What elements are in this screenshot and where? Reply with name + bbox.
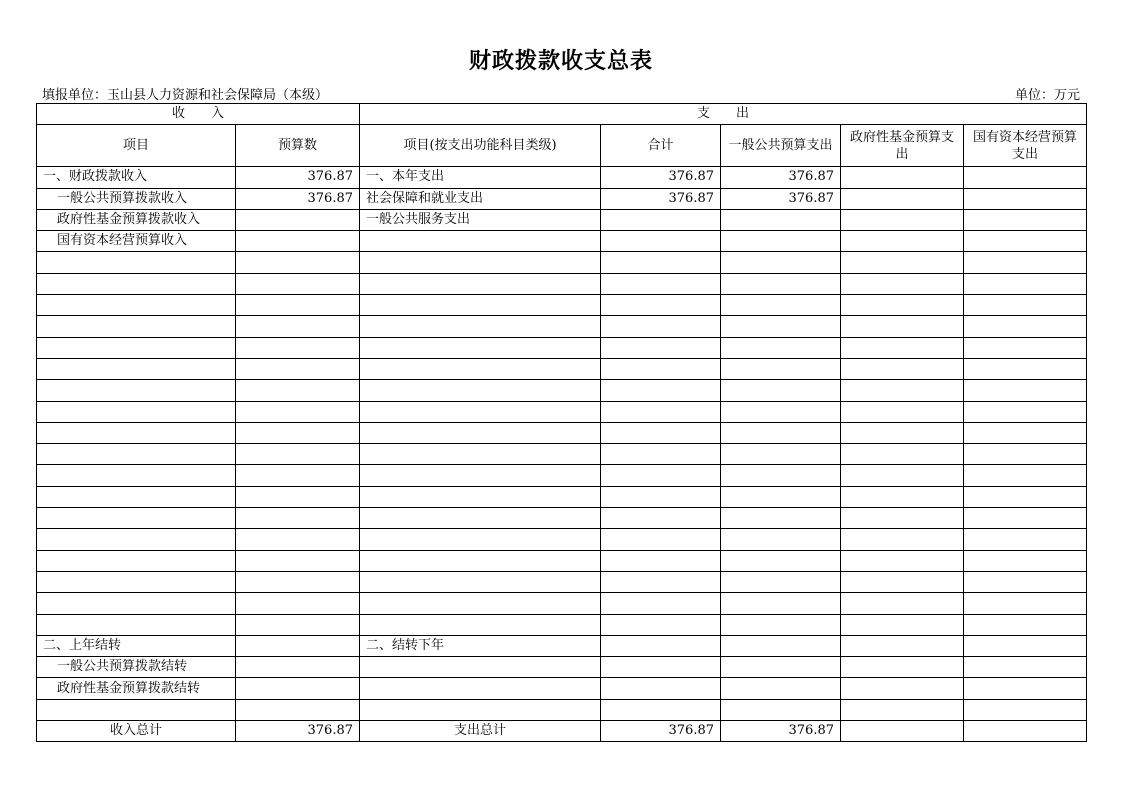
cell-general-budget [721, 699, 841, 720]
table-row [37, 614, 1087, 635]
cell-total [601, 316, 721, 337]
reporting-unit: 填报单位：玉山县人力资源和社会保障局（本级） [42, 88, 329, 103]
cell-capital-budget [964, 231, 1087, 252]
cell-general-budget [721, 678, 841, 699]
cell-total [601, 252, 721, 273]
cell-expense-item [360, 657, 601, 678]
cell-capital-budget [964, 465, 1087, 486]
table-row [37, 231, 1087, 252]
table-row [37, 508, 1087, 529]
cell-income-item [37, 358, 236, 379]
cell-expense-item [360, 593, 601, 614]
cell-fund-budget [841, 678, 964, 699]
cell-budget-amount [236, 699, 360, 720]
expense-section-header: 支 出 [360, 104, 1087, 125]
cell-fund-budget [841, 465, 964, 486]
table-row [37, 593, 1087, 614]
currency-unit: 单位：万元 [1014, 88, 1080, 103]
header-row-columns [37, 125, 1087, 167]
cell-income-item [37, 252, 236, 273]
cell-income-item [37, 337, 236, 358]
cell-capital-budget [964, 295, 1087, 316]
cell-expense-item [360, 571, 601, 592]
total-budget-amount: 376.87 [236, 721, 360, 742]
cell-total [601, 337, 721, 358]
cell-income-item: 政府性基金预算拨款收入 [37, 209, 236, 230]
cell-budget-amount [236, 401, 360, 422]
cell-general-budget [721, 593, 841, 614]
budget-table [36, 103, 1087, 742]
table-row [37, 699, 1087, 720]
cell-budget-amount [236, 550, 360, 571]
cell-expense-item [360, 401, 601, 422]
cell-expense-item: 社会保障和就业支出 [360, 188, 601, 209]
cell-fund-budget [841, 401, 964, 422]
cell-budget-amount [236, 337, 360, 358]
cell-capital-budget [964, 529, 1087, 550]
table-row [37, 380, 1087, 401]
cell-general-budget: 376.87 [721, 167, 841, 188]
cell-general-budget [721, 380, 841, 401]
table-row [37, 295, 1087, 316]
table-row [37, 465, 1087, 486]
cell-capital-budget [964, 273, 1087, 294]
total-general-budget: 376.87 [721, 721, 841, 742]
cell-expense-item: 二、结转下年 [360, 635, 601, 656]
cell-expense-item [360, 678, 601, 699]
table-row [37, 188, 1087, 209]
cell-fund-budget [841, 422, 964, 443]
cell-fund-budget [841, 316, 964, 337]
cell-budget-amount [236, 231, 360, 252]
cell-total [601, 444, 721, 465]
header-row-sections [37, 104, 1087, 125]
cell-general-budget [721, 486, 841, 507]
cell-fund-budget [841, 444, 964, 465]
cell-total [601, 635, 721, 656]
cell-budget-amount [236, 422, 360, 443]
cell-capital-budget [964, 486, 1087, 507]
cell-general-budget [721, 337, 841, 358]
cell-budget-amount [236, 252, 360, 273]
table-row [37, 529, 1087, 550]
cell-fund-budget [841, 231, 964, 252]
total-income-item: 收入总计 [37, 721, 236, 742]
table-row [37, 358, 1087, 379]
cell-capital-budget [964, 635, 1087, 656]
cell-total [601, 657, 721, 678]
cell-total [601, 593, 721, 614]
cell-capital-budget [964, 337, 1087, 358]
cell-income-item: 国有资本经营预算收入 [37, 231, 236, 252]
cell-capital-budget [964, 550, 1087, 571]
col-header-income-item: 项目 [37, 125, 236, 167]
table-row [37, 444, 1087, 465]
cell-budget-amount [236, 444, 360, 465]
cell-fund-budget [841, 188, 964, 209]
cell-general-budget [721, 529, 841, 550]
cell-capital-budget [964, 593, 1087, 614]
cell-budget-amount [236, 529, 360, 550]
cell-total: 376.87 [601, 188, 721, 209]
cell-expense-item [360, 508, 601, 529]
cell-fund-budget [841, 593, 964, 614]
cell-capital-budget [964, 614, 1087, 635]
cell-income-item [37, 380, 236, 401]
cell-total [601, 273, 721, 294]
cell-expense-item [360, 295, 601, 316]
col-header-total: 合计 [601, 125, 721, 167]
cell-capital-budget [964, 209, 1087, 230]
cell-total [601, 486, 721, 507]
cell-total [601, 550, 721, 571]
table-row [37, 167, 1087, 188]
table-row [37, 422, 1087, 443]
cell-general-budget [721, 295, 841, 316]
cell-budget-amount [236, 508, 360, 529]
table-row [37, 209, 1087, 230]
total-fund-budget [841, 721, 964, 742]
cell-fund-budget [841, 380, 964, 401]
total-total: 376.87 [601, 721, 721, 742]
table-row [37, 550, 1087, 571]
cell-budget-amount [236, 571, 360, 592]
cell-general-budget [721, 614, 841, 635]
cell-fund-budget [841, 337, 964, 358]
cell-budget-amount [236, 593, 360, 614]
cell-general-budget [721, 358, 841, 379]
cell-expense-item [360, 614, 601, 635]
cell-total [601, 699, 721, 720]
cell-general-budget [721, 571, 841, 592]
cell-fund-budget [841, 657, 964, 678]
cell-income-item [37, 550, 236, 571]
table-row [37, 486, 1087, 507]
cell-fund-budget [841, 486, 964, 507]
cell-total [601, 571, 721, 592]
cell-total: 376.87 [601, 167, 721, 188]
cell-income-item [37, 486, 236, 507]
cell-income-item [37, 699, 236, 720]
cell-income-item [37, 273, 236, 294]
cell-capital-budget [964, 358, 1087, 379]
table-row [37, 337, 1087, 358]
cell-expense-item [360, 252, 601, 273]
cell-budget-amount [236, 614, 360, 635]
cell-expense-item [360, 486, 601, 507]
cell-fund-budget [841, 358, 964, 379]
col-header-capital-budget: 国有资本经营预算支出 [964, 125, 1087, 167]
cell-general-budget [721, 657, 841, 678]
cell-fund-budget [841, 273, 964, 294]
cell-income-item [37, 571, 236, 592]
cell-total [601, 209, 721, 230]
cell-general-budget [721, 550, 841, 571]
cell-general-budget [721, 422, 841, 443]
cell-income-item: 政府性基金预算拨款结转 [37, 678, 236, 699]
table-row [37, 316, 1087, 337]
col-header-expense-item: 项目(按支出功能科目类级) [360, 125, 601, 167]
cell-income-item [37, 593, 236, 614]
cell-income-item: 一般公共预算拨款结转 [37, 657, 236, 678]
cell-expense-item [360, 422, 601, 443]
cell-expense-item [360, 231, 601, 252]
cell-total [601, 295, 721, 316]
cell-expense-item [360, 380, 601, 401]
cell-budget-amount [236, 316, 360, 337]
cell-total [601, 401, 721, 422]
cell-budget-amount [236, 678, 360, 699]
total-capital-budget [964, 721, 1087, 742]
cell-general-budget [721, 252, 841, 273]
cell-general-budget [721, 273, 841, 294]
table-row [37, 678, 1087, 699]
cell-fund-budget [841, 571, 964, 592]
cell-capital-budget [964, 444, 1087, 465]
cell-total [601, 678, 721, 699]
cell-income-item: 一般公共预算拨款收入 [37, 188, 236, 209]
cell-income-item [37, 295, 236, 316]
cell-income-item: 一、财政拨款收入 [37, 167, 236, 188]
cell-budget-amount [236, 295, 360, 316]
cell-expense-item [360, 316, 601, 337]
cell-expense-item [360, 529, 601, 550]
cell-expense-item [360, 465, 601, 486]
cell-capital-budget [964, 401, 1087, 422]
totals-row [37, 721, 1087, 742]
cell-budget-amount [236, 486, 360, 507]
cell-budget-amount: 376.87 [236, 167, 360, 188]
cell-fund-budget [841, 252, 964, 273]
cell-expense-item [360, 699, 601, 720]
table-row [37, 635, 1087, 656]
cell-income-item [37, 444, 236, 465]
cell-total [601, 529, 721, 550]
report-title: 财政拨款收支总表 [468, 48, 653, 74]
cell-general-budget [721, 316, 841, 337]
cell-total [601, 614, 721, 635]
cell-general-budget [721, 209, 841, 230]
cell-income-item [37, 508, 236, 529]
cell-expense-item: 一般公共服务支出 [360, 209, 601, 230]
cell-budget-amount [236, 358, 360, 379]
income-section-header: 收 入 [37, 104, 360, 125]
cell-fund-budget [841, 614, 964, 635]
cell-general-budget [721, 231, 841, 252]
cell-budget-amount [236, 209, 360, 230]
col-header-budget-amount: 预算数 [236, 125, 360, 167]
cell-budget-amount [236, 635, 360, 656]
cell-budget-amount [236, 657, 360, 678]
cell-expense-item [360, 550, 601, 571]
cell-general-budget [721, 401, 841, 422]
cell-expense-item [360, 358, 601, 379]
cell-capital-budget [964, 316, 1087, 337]
cell-general-budget [721, 635, 841, 656]
cell-fund-budget [841, 167, 964, 188]
cell-capital-budget [964, 699, 1087, 720]
cell-income-item [37, 401, 236, 422]
cell-total [601, 380, 721, 401]
cell-income-item [37, 529, 236, 550]
col-header-general-budget: 一般公共预算支出 [721, 125, 841, 167]
cell-budget-amount [236, 465, 360, 486]
col-header-fund-budget: 政府性基金预算支出 [841, 125, 964, 167]
cell-general-budget [721, 508, 841, 529]
cell-capital-budget [964, 188, 1087, 209]
cell-budget-amount [236, 273, 360, 294]
cell-fund-budget [841, 295, 964, 316]
cell-income-item [37, 614, 236, 635]
cell-capital-budget [964, 380, 1087, 401]
cell-budget-amount [236, 380, 360, 401]
total-expense-item: 支出总计 [360, 721, 601, 742]
cell-income-item: 二、上年结转 [37, 635, 236, 656]
cell-expense-item [360, 444, 601, 465]
table-row [37, 273, 1087, 294]
table-row [37, 252, 1087, 273]
cell-capital-budget [964, 678, 1087, 699]
cell-expense-item [360, 273, 601, 294]
cell-income-item [37, 422, 236, 443]
cell-expense-item: 一、本年支出 [360, 167, 601, 188]
cell-income-item [37, 316, 236, 337]
cell-fund-budget [841, 550, 964, 571]
cell-general-budget [721, 444, 841, 465]
cell-total [601, 508, 721, 529]
cell-capital-budget [964, 422, 1087, 443]
cell-general-budget: 376.87 [721, 188, 841, 209]
cell-fund-budget [841, 699, 964, 720]
cell-budget-amount: 376.87 [236, 188, 360, 209]
cell-capital-budget [964, 508, 1087, 529]
cell-total [601, 231, 721, 252]
cell-fund-budget [841, 508, 964, 529]
cell-general-budget [721, 465, 841, 486]
cell-capital-budget [964, 657, 1087, 678]
cell-total [601, 465, 721, 486]
cell-expense-item [360, 337, 601, 358]
cell-total [601, 422, 721, 443]
table-row [37, 657, 1087, 678]
table-row [37, 401, 1087, 422]
cell-capital-budget [964, 571, 1087, 592]
cell-fund-budget [841, 209, 964, 230]
cell-fund-budget [841, 529, 964, 550]
cell-fund-budget [841, 635, 964, 656]
cell-capital-budget [964, 252, 1087, 273]
table-row [37, 571, 1087, 592]
cell-income-item [37, 465, 236, 486]
cell-capital-budget [964, 167, 1087, 188]
cell-total [601, 358, 721, 379]
